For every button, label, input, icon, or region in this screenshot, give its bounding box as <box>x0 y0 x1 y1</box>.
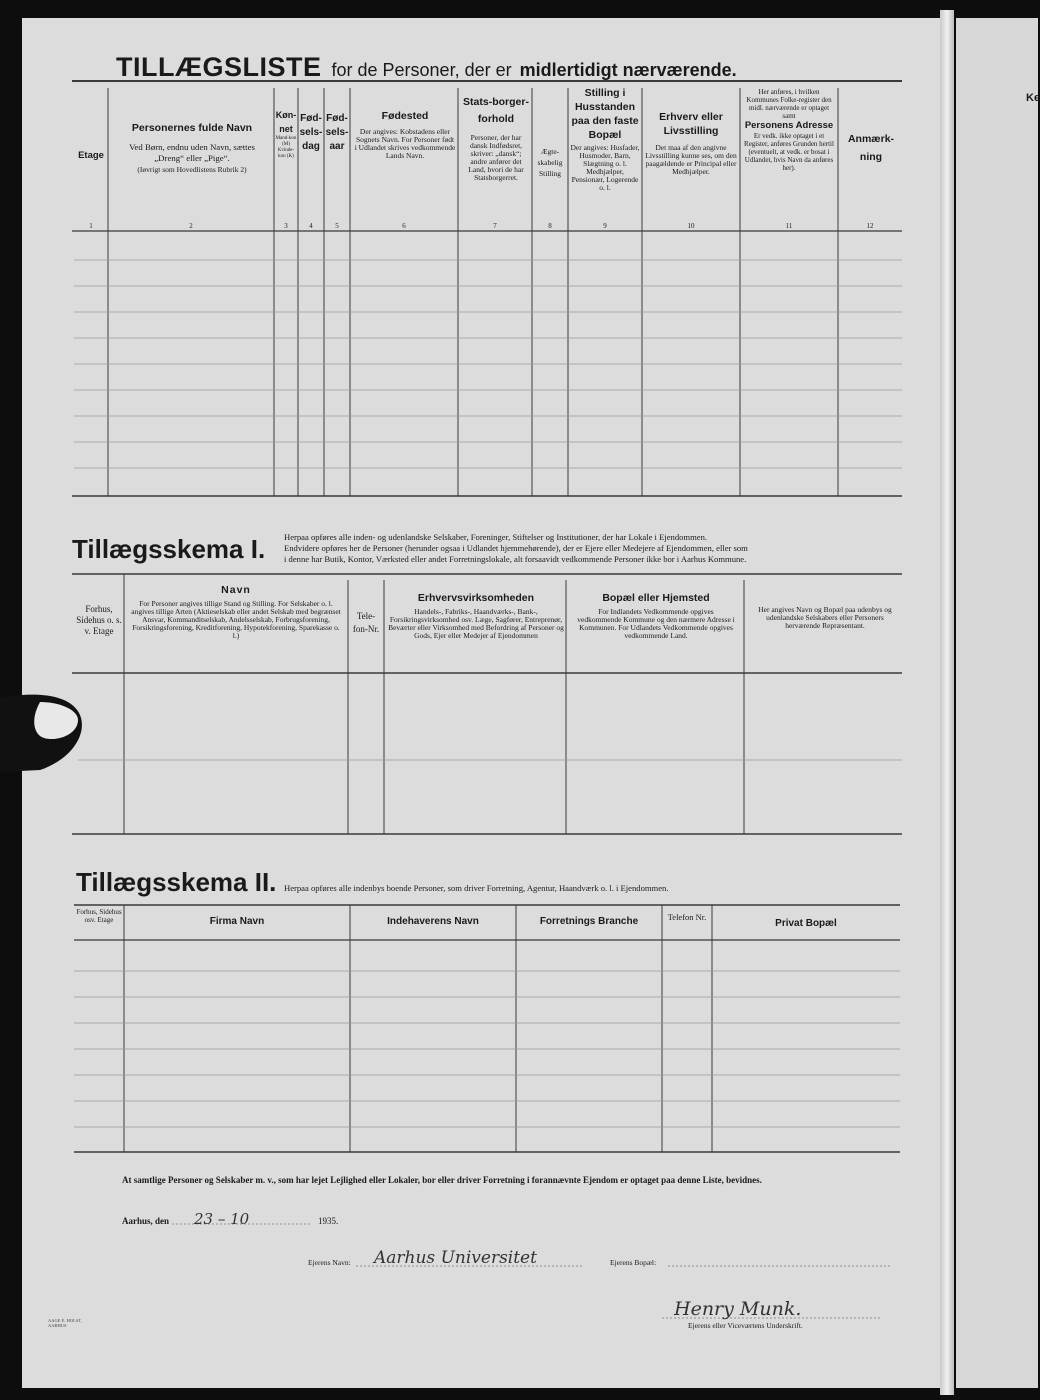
place-label: Aarhus, den <box>122 1216 170 1226</box>
skema1-col-navn-title: Navn <box>221 584 251 596</box>
col-erhverv-sub: Det maa af den angivne Livsstilling kunne ses, om den paagældende er Principal eller Medhjælper. <box>645 143 737 176</box>
col-anmaerkning-header: Anmærk-ning <box>847 133 895 163</box>
skema2-col-indehaver: Indehaverens Navn <box>387 916 479 927</box>
declaration-text: At samtlige Personer og Selskaber m. v., som har lejet Lejlighed eller Lokaler, bor eller driver Forretning i forannævnte Ejendom er optaget paa denne Liste, bevidnes. <box>122 1175 762 1185</box>
skema2-note: Herpaa opføres alle indenbys boende Personer, som driver Forretning, Agentur, Haandværk o. l. i Ejendommen. <box>284 883 669 893</box>
col-navn-sub2: (Iøvrigt som Hovedlistens Rubrik 2) <box>137 165 247 174</box>
skema2-col-branche: Forretnings Branche <box>539 916 639 927</box>
skema1-note-1: Herpaa opføres alle inden- og udenlandske Selskaber, Foreninger, Stiftelser og Institutioner, der har Lokale i Ejendommen. <box>284 532 708 542</box>
col-num: 5 <box>335 222 339 230</box>
skema2-col-telefon: Telefon Nr. <box>667 912 707 922</box>
col-num: 9 <box>603 222 607 230</box>
col-fodested-header <box>354 110 456 160</box>
col-adresse-header <box>742 88 836 172</box>
col-adresse-title: Personens Adresse <box>744 120 834 131</box>
printer-imprint: AAGE E. HOLST, AARHUS <box>48 1318 82 1328</box>
skema1-col-bopael <box>570 592 742 640</box>
col-fodested-title: Fødested <box>381 110 429 122</box>
year-label: 1935. <box>318 1216 339 1226</box>
skema1-col-bopael-title: Bopæl eller Hjemsted <box>602 592 710 604</box>
owner-name-label: Ejerens Navn: <box>308 1258 351 1267</box>
skema1-col-etage: Forhus, Sidehus o. s. v. Etage <box>76 604 122 636</box>
col-erhverv-header <box>644 110 738 176</box>
skema1-note <box>284 532 904 565</box>
skema1-col-erhverv-sub: Handels-, Fabriks-, Haandværks-, Bank-, Forsikringsvirksomhed osv. Læge, Sagfører, Entreprenør, Beværter eller Virksomhed med Befordring af Personer og Gods, Ejer eller Medejer af Ejendommen <box>388 607 564 640</box>
col-fodested-sub: Der angives: Kobstadens eller Sognets Navn. For Personer født i Udlandet skrives vedkommende Lands Navn. <box>354 127 456 160</box>
owner-address-label: Ejerens Bopæl: <box>610 1258 657 1267</box>
col-num: 4 <box>309 222 313 230</box>
col-konnet-sub: Mand-kon (M) Kvinde-kon (K) <box>275 136 297 159</box>
owner-name-handwritten: Aarhus Universitet <box>374 1248 537 1268</box>
col-adresse-sub: Er vedk. ikke optaget i et Register, anføres Grunden hertil (eventuelt, at vedk. er bosat i Udlandet, hvis Navn da anføres her). <box>744 132 834 172</box>
skema1-col-repraesentant: Her angives Navn og Bopæl paa udenbys og udenlandske Selskabers eller Personers herværende Repræsentant. <box>758 605 892 630</box>
skema1-col-erhverv <box>388 592 564 640</box>
skema2-col-etage: Forhus, Sidehus osv. Etage <box>76 908 122 924</box>
col-konnet-header <box>275 108 297 160</box>
skema1-col-bopael-sub: For Indlandets Vedkommende opgives vedkommende Kommune og den nærmere Adresse i Kommunen. For Udlandets Vedkommende opgives vedkommende Land. <box>577 607 735 640</box>
col-navn-title: Personernes fulde Navn <box>131 122 253 134</box>
title-bold: midlertidigt nærværende. <box>519 60 737 80</box>
date-handwritten: 23 – 10 <box>194 1210 250 1228</box>
book-spine <box>940 10 954 1395</box>
col-fodselsaar-header: Fød-sels-aar <box>325 113 349 152</box>
binder-clip-icon <box>0 690 90 780</box>
col-num: 2 <box>189 222 193 230</box>
form-page <box>22 18 944 1388</box>
col-num: 3 <box>284 222 288 230</box>
skema2-title: Tillægsskema II. <box>76 867 277 897</box>
skema1-col-navn <box>126 584 346 640</box>
skema1-col-erhverv-title: Erhvervsvirksomheden <box>417 592 535 604</box>
signature-handwritten: Henry Munk. <box>674 1298 802 1320</box>
col-num: 10 <box>687 222 695 230</box>
col-num: 11 <box>785 222 793 230</box>
col-num: 8 <box>548 222 552 230</box>
col-num: 6 <box>402 222 406 230</box>
col-adresse-pre: Her anføres, i hvilken Kommunes Folke-register den midl. nærværende er optaget samt <box>746 88 832 120</box>
col-num: 1 <box>89 222 93 230</box>
col-aegteskab-header: Ægte-skabelig Stilling <box>537 147 563 178</box>
skema1-note-3: i denne har Butik, Kontor, Værksted eller andet Forretningslokale, alt forsaavidt vedkommende Personer ikke bor i Aarhus Kommune. <box>284 554 747 564</box>
col-statsborger-sub: Personer, der har dansk Indfødsret, skriver: „dansk“; andre anfører det Land, hvori de har Statsborgerret. <box>468 133 524 182</box>
next-page-fragment: Ke <box>1026 92 1040 104</box>
col-num: 7 <box>493 222 497 230</box>
title-for: for de Personer, der er <box>331 60 512 80</box>
skema1-col-navn-sub: For Personer angives tillige Stand og Stilling. For Selskaber o. l. angives tillige Arten (Aktieselskab eller andet Selskab med begrænset Ansvar, Kommanditselskab, Andelsselskab, Forbrugsforening, Forsikringsforening, Kreditforening, Hypotekforening, Sparekasse o. l.) <box>131 599 341 640</box>
col-stilling-header <box>570 86 640 192</box>
skema2-col-firma: Firma Navn <box>209 916 265 927</box>
col-num: 12 <box>866 222 874 230</box>
col-etage-header: Etage <box>78 150 104 161</box>
signature-label: Ejerens eller Viceværtens Underskrift. <box>688 1321 803 1330</box>
skema1-col-telefon: Tele-fon-Nr. <box>352 611 380 634</box>
next-page-edge <box>956 18 1038 1388</box>
col-konnet-title: Køn-net <box>275 110 297 134</box>
title-main: TILLÆGSLISTE <box>116 52 322 82</box>
col-navn-header <box>112 122 272 174</box>
col-stilling-sub: Der angives: Husfader, Husmoder, Barn, Slægtning o. l. Medhjælper, Pensionær, Logerende o. l. <box>570 143 640 192</box>
col-statsborger-header <box>462 94 530 182</box>
skema1-note-2: Endvidere opføres her de Personer (herunder ogsaa i Udlandet hjemmehørende), der er Ejere eller Medejere af Ejendommen, eller som <box>284 543 748 553</box>
col-navn-sub: Ved Børn, endnu uden Navn, sættes „Dreng“ eller „Pige“. <box>129 142 255 163</box>
col-statsborger-title: Stats-borger-forhold <box>463 96 529 125</box>
col-stilling-title: Stilling i Husstanden paa den faste Bopæl <box>571 87 639 141</box>
col-fodselsdag-header: Fød-sels-dag <box>299 113 323 152</box>
skema2-col-bopael: Privat Bopæl <box>775 918 837 929</box>
col-erhverv-title: Erhverv eller Livsstilling <box>659 111 723 137</box>
skema1-title: Tillægsskema I. <box>72 534 266 564</box>
